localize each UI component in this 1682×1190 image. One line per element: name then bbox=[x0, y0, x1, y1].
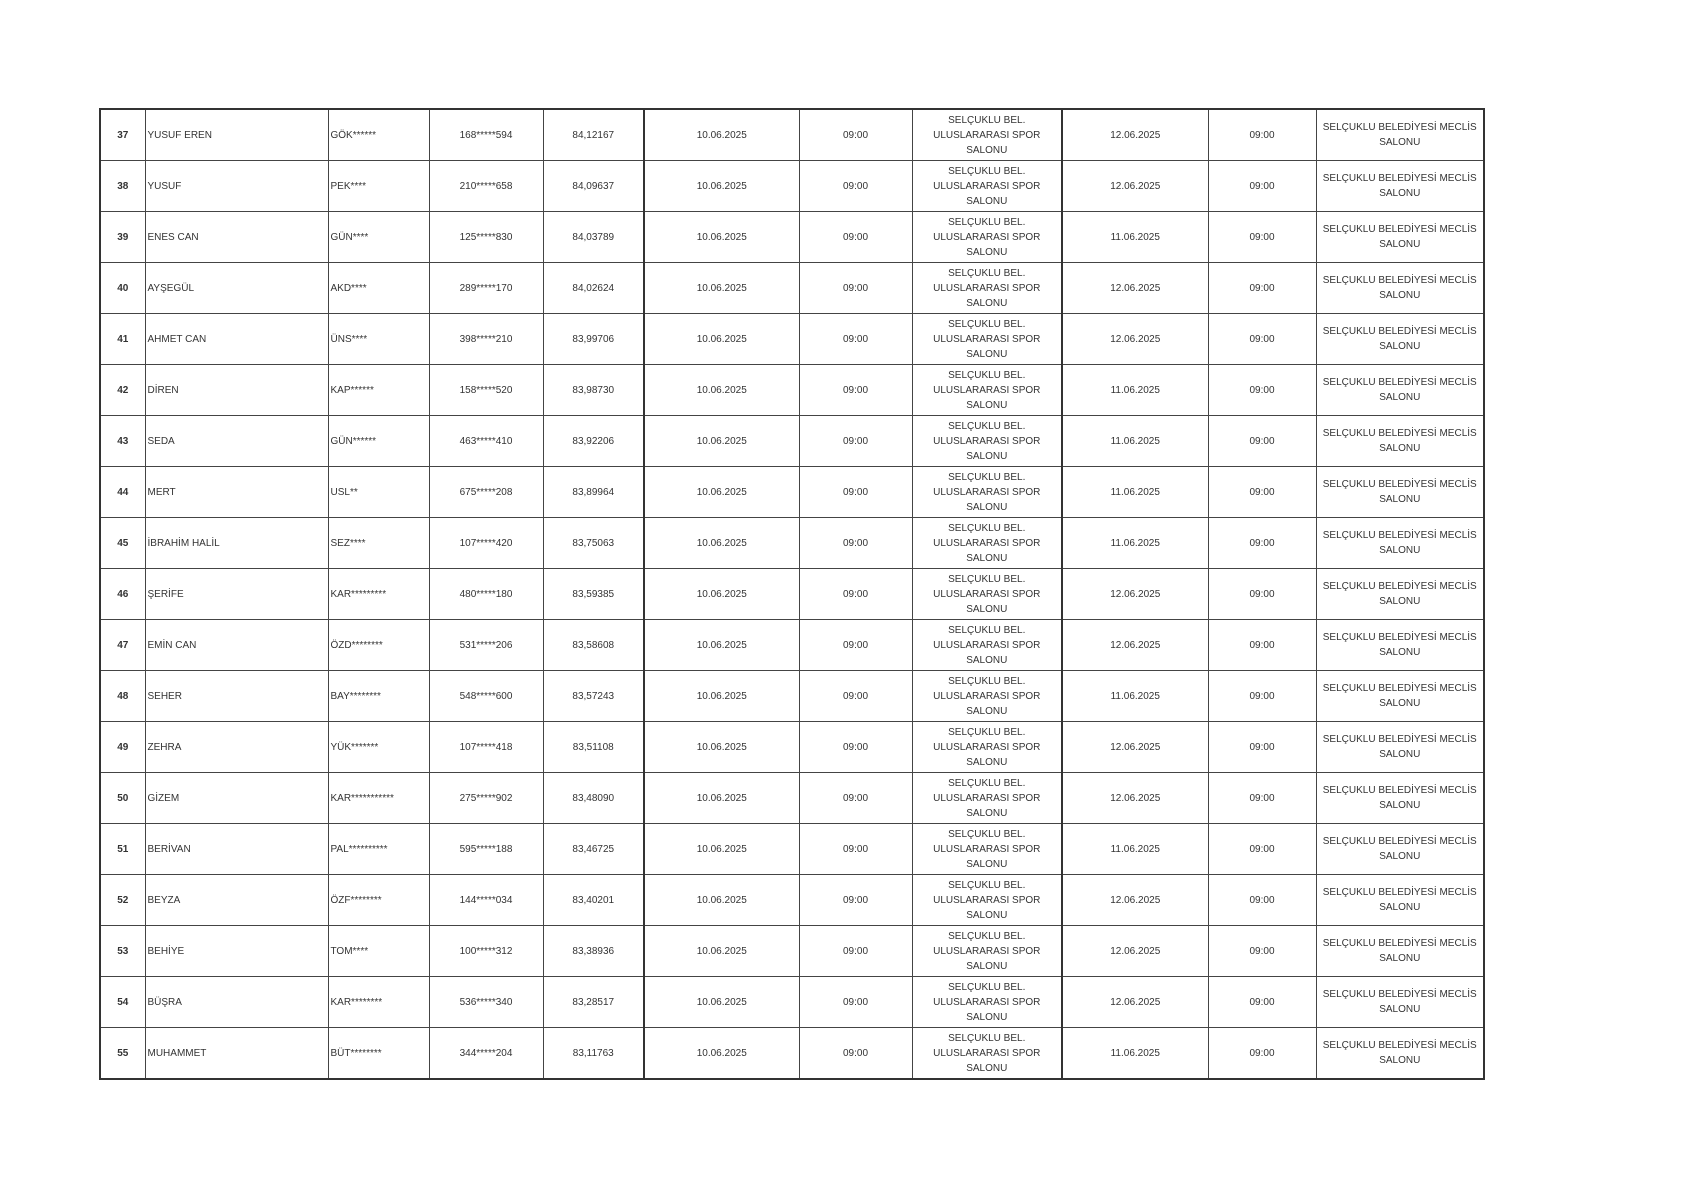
table-row bbox=[100, 926, 1484, 977]
exam-venue-cell: SELÇUKLU BEL. ULUSLARARASI SPOR SALONU bbox=[912, 212, 1062, 263]
exam-date-cell: 10.06.2025 bbox=[644, 773, 799, 824]
id-number-cell: 168*****594 bbox=[429, 109, 543, 161]
interview-venue-cell: SELÇUKLU BELEDİYESİ MECLİS SALONU bbox=[1316, 1028, 1484, 1080]
id-number-cell: 107*****418 bbox=[429, 722, 543, 773]
row-number-cell: 44 bbox=[100, 467, 145, 518]
row-number-cell: 49 bbox=[100, 722, 145, 773]
interview-date-cell: 12.06.2025 bbox=[1062, 109, 1208, 161]
score-cell: 83,40201 bbox=[543, 875, 644, 926]
first-name-cell: SEHER bbox=[145, 671, 328, 722]
score-cell: 83,28517 bbox=[543, 977, 644, 1028]
exam-venue-cell: SELÇUKLU BEL. ULUSLARARASI SPOR SALONU bbox=[912, 1028, 1062, 1080]
surname-cell: PAL********** bbox=[328, 824, 429, 875]
row-number-cell: 46 bbox=[100, 569, 145, 620]
interview-time-cell: 09:00 bbox=[1208, 620, 1316, 671]
id-number-cell: 144*****034 bbox=[429, 875, 543, 926]
row-number-cell: 48 bbox=[100, 671, 145, 722]
exam-time-cell: 09:00 bbox=[799, 518, 912, 569]
table-row bbox=[100, 109, 1484, 161]
interview-venue-cell: SELÇUKLU BELEDİYESİ MECLİS SALONU bbox=[1316, 161, 1484, 212]
interview-time-cell: 09:00 bbox=[1208, 773, 1316, 824]
table-row bbox=[100, 314, 1484, 365]
interview-date-cell: 12.06.2025 bbox=[1062, 773, 1208, 824]
interview-date-cell: 12.06.2025 bbox=[1062, 722, 1208, 773]
interview-time-cell: 09:00 bbox=[1208, 671, 1316, 722]
exam-venue-cell: SELÇUKLU BEL. ULUSLARARASI SPOR SALONU bbox=[912, 875, 1062, 926]
interview-time-cell: 09:00 bbox=[1208, 722, 1316, 773]
first-name-cell: YUSUF EREN bbox=[145, 109, 328, 161]
first-name-cell: MERT bbox=[145, 467, 328, 518]
exam-venue-cell: SELÇUKLU BEL. ULUSLARARASI SPOR SALONU bbox=[912, 671, 1062, 722]
row-number-cell: 45 bbox=[100, 518, 145, 569]
exam-date-cell: 10.06.2025 bbox=[644, 161, 799, 212]
first-name-cell: BEYZA bbox=[145, 875, 328, 926]
exam-date-cell: 10.06.2025 bbox=[644, 875, 799, 926]
exam-venue-cell: SELÇUKLU BEL. ULUSLARARASI SPOR SALONU bbox=[912, 314, 1062, 365]
interview-date-cell: 12.06.2025 bbox=[1062, 161, 1208, 212]
id-number-cell: 548*****600 bbox=[429, 671, 543, 722]
id-number-cell: 107*****420 bbox=[429, 518, 543, 569]
score-cell: 83,58608 bbox=[543, 620, 644, 671]
table-row bbox=[100, 824, 1484, 875]
id-number-cell: 463*****410 bbox=[429, 416, 543, 467]
exam-date-cell: 10.06.2025 bbox=[644, 518, 799, 569]
interview-venue-cell: SELÇUKLU BELEDİYESİ MECLİS SALONU bbox=[1316, 671, 1484, 722]
exam-time-cell: 09:00 bbox=[799, 620, 912, 671]
interview-venue-cell: SELÇUKLU BELEDİYESİ MECLİS SALONU bbox=[1316, 773, 1484, 824]
row-number-cell: 37 bbox=[100, 109, 145, 161]
exam-venue-cell: SELÇUKLU BEL. ULUSLARARASI SPOR SALONU bbox=[912, 722, 1062, 773]
interview-venue-cell: SELÇUKLU BELEDİYESİ MECLİS SALONU bbox=[1316, 875, 1484, 926]
interview-venue-cell: SELÇUKLU BELEDİYESİ MECLİS SALONU bbox=[1316, 977, 1484, 1028]
interview-date-cell: 12.06.2025 bbox=[1062, 569, 1208, 620]
score-cell: 83,59385 bbox=[543, 569, 644, 620]
table-row bbox=[100, 722, 1484, 773]
id-number-cell: 125*****830 bbox=[429, 212, 543, 263]
first-name-cell: ŞERİFE bbox=[145, 569, 328, 620]
interview-date-cell: 11.06.2025 bbox=[1062, 824, 1208, 875]
surname-cell: KAR*********** bbox=[328, 773, 429, 824]
interview-venue-cell: SELÇUKLU BELEDİYESİ MECLİS SALONU bbox=[1316, 926, 1484, 977]
exam-date-cell: 10.06.2025 bbox=[644, 263, 799, 314]
table-row bbox=[100, 620, 1484, 671]
interview-time-cell: 09:00 bbox=[1208, 212, 1316, 263]
score-cell: 83,92206 bbox=[543, 416, 644, 467]
interview-venue-cell: SELÇUKLU BELEDİYESİ MECLİS SALONU bbox=[1316, 314, 1484, 365]
first-name-cell: İBRAHİM HALİL bbox=[145, 518, 328, 569]
exam-venue-cell: SELÇUKLU BEL. ULUSLARARASI SPOR SALONU bbox=[912, 109, 1062, 161]
exam-venue-cell: SELÇUKLU BEL. ULUSLARARASI SPOR SALONU bbox=[912, 977, 1062, 1028]
score-cell: 83,46725 bbox=[543, 824, 644, 875]
row-number-cell: 38 bbox=[100, 161, 145, 212]
surname-cell: GÜN****** bbox=[328, 416, 429, 467]
exam-time-cell: 09:00 bbox=[799, 722, 912, 773]
interview-date-cell: 11.06.2025 bbox=[1062, 365, 1208, 416]
surname-cell: PEK**** bbox=[328, 161, 429, 212]
id-number-cell: 210*****658 bbox=[429, 161, 543, 212]
interview-time-cell: 09:00 bbox=[1208, 518, 1316, 569]
interview-date-cell: 11.06.2025 bbox=[1062, 518, 1208, 569]
id-number-cell: 275*****902 bbox=[429, 773, 543, 824]
id-number-cell: 289*****170 bbox=[429, 263, 543, 314]
interview-time-cell: 09:00 bbox=[1208, 416, 1316, 467]
first-name-cell: BEHİYE bbox=[145, 926, 328, 977]
interview-time-cell: 09:00 bbox=[1208, 161, 1316, 212]
interview-time-cell: 09:00 bbox=[1208, 1028, 1316, 1080]
surname-cell: BÜT******** bbox=[328, 1028, 429, 1080]
first-name-cell: SEDA bbox=[145, 416, 328, 467]
score-cell: 83,75063 bbox=[543, 518, 644, 569]
surname-cell: ÖZF******** bbox=[328, 875, 429, 926]
exam-date-cell: 10.06.2025 bbox=[644, 671, 799, 722]
exam-time-cell: 09:00 bbox=[799, 1028, 912, 1080]
first-name-cell: GİZEM bbox=[145, 773, 328, 824]
interview-venue-cell: SELÇUKLU BELEDİYESİ MECLİS SALONU bbox=[1316, 518, 1484, 569]
score-cell: 84,09637 bbox=[543, 161, 644, 212]
first-name-cell: BÜŞRA bbox=[145, 977, 328, 1028]
exam-time-cell: 09:00 bbox=[799, 824, 912, 875]
interview-time-cell: 09:00 bbox=[1208, 365, 1316, 416]
interview-date-cell: 12.06.2025 bbox=[1062, 977, 1208, 1028]
table-row bbox=[100, 569, 1484, 620]
exam-time-cell: 09:00 bbox=[799, 263, 912, 314]
id-number-cell: 480*****180 bbox=[429, 569, 543, 620]
table-row bbox=[100, 875, 1484, 926]
interview-venue-cell: SELÇUKLU BELEDİYESİ MECLİS SALONU bbox=[1316, 824, 1484, 875]
exam-time-cell: 09:00 bbox=[799, 161, 912, 212]
score-cell: 83,98730 bbox=[543, 365, 644, 416]
interview-venue-cell: SELÇUKLU BELEDİYESİ MECLİS SALONU bbox=[1316, 620, 1484, 671]
surname-cell: ÖZD******** bbox=[328, 620, 429, 671]
interview-time-cell: 09:00 bbox=[1208, 569, 1316, 620]
exam-time-cell: 09:00 bbox=[799, 212, 912, 263]
id-number-cell: 531*****206 bbox=[429, 620, 543, 671]
exam-date-cell: 10.06.2025 bbox=[644, 467, 799, 518]
row-number-cell: 50 bbox=[100, 773, 145, 824]
row-number-cell: 41 bbox=[100, 314, 145, 365]
results-table bbox=[99, 108, 1485, 1080]
score-cell: 83,57243 bbox=[543, 671, 644, 722]
score-cell: 83,99706 bbox=[543, 314, 644, 365]
interview-time-cell: 09:00 bbox=[1208, 314, 1316, 365]
id-number-cell: 344*****204 bbox=[429, 1028, 543, 1080]
surname-cell: YÜK******* bbox=[328, 722, 429, 773]
exam-date-cell: 10.06.2025 bbox=[644, 977, 799, 1028]
interview-date-cell: 11.06.2025 bbox=[1062, 416, 1208, 467]
interview-venue-cell: SELÇUKLU BELEDİYESİ MECLİS SALONU bbox=[1316, 212, 1484, 263]
exam-venue-cell: SELÇUKLU BEL. ULUSLARARASI SPOR SALONU bbox=[912, 416, 1062, 467]
score-cell: 84,12167 bbox=[543, 109, 644, 161]
exam-time-cell: 09:00 bbox=[799, 467, 912, 518]
exam-date-cell: 10.06.2025 bbox=[644, 1028, 799, 1080]
exam-date-cell: 10.06.2025 bbox=[644, 722, 799, 773]
first-name-cell: ENES CAN bbox=[145, 212, 328, 263]
interview-date-cell: 12.06.2025 bbox=[1062, 314, 1208, 365]
surname-cell: KAR********* bbox=[328, 569, 429, 620]
row-number-cell: 40 bbox=[100, 263, 145, 314]
surname-cell: AKD**** bbox=[328, 263, 429, 314]
id-number-cell: 158*****520 bbox=[429, 365, 543, 416]
exam-date-cell: 10.06.2025 bbox=[644, 926, 799, 977]
interview-time-cell: 09:00 bbox=[1208, 263, 1316, 314]
exam-date-cell: 10.06.2025 bbox=[644, 569, 799, 620]
exam-time-cell: 09:00 bbox=[799, 671, 912, 722]
exam-venue-cell: SELÇUKLU BEL. ULUSLARARASI SPOR SALONU bbox=[912, 365, 1062, 416]
interview-venue-cell: SELÇUKLU BELEDİYESİ MECLİS SALONU bbox=[1316, 722, 1484, 773]
surname-cell: KAP****** bbox=[328, 365, 429, 416]
interview-time-cell: 09:00 bbox=[1208, 109, 1316, 161]
table-row bbox=[100, 161, 1484, 212]
exam-date-cell: 10.06.2025 bbox=[644, 365, 799, 416]
exam-time-cell: 09:00 bbox=[799, 773, 912, 824]
exam-venue-cell: SELÇUKLU BEL. ULUSLARARASI SPOR SALONU bbox=[912, 263, 1062, 314]
exam-time-cell: 09:00 bbox=[799, 416, 912, 467]
interview-venue-cell: SELÇUKLU BELEDİYESİ MECLİS SALONU bbox=[1316, 467, 1484, 518]
table-row bbox=[100, 977, 1484, 1028]
surname-cell: KAR******** bbox=[328, 977, 429, 1028]
exam-time-cell: 09:00 bbox=[799, 875, 912, 926]
interview-time-cell: 09:00 bbox=[1208, 824, 1316, 875]
surname-cell: USL** bbox=[328, 467, 429, 518]
interview-date-cell: 12.06.2025 bbox=[1062, 875, 1208, 926]
table-row bbox=[100, 365, 1484, 416]
interview-date-cell: 11.06.2025 bbox=[1062, 1028, 1208, 1080]
table-row bbox=[100, 773, 1484, 824]
row-number-cell: 52 bbox=[100, 875, 145, 926]
exam-date-cell: 10.06.2025 bbox=[644, 314, 799, 365]
exam-time-cell: 09:00 bbox=[799, 314, 912, 365]
score-cell: 83,48090 bbox=[543, 773, 644, 824]
surname-cell: BAY******** bbox=[328, 671, 429, 722]
surname-cell: GÜN**** bbox=[328, 212, 429, 263]
surname-cell: ÜNS**** bbox=[328, 314, 429, 365]
interview-date-cell: 12.06.2025 bbox=[1062, 263, 1208, 314]
row-number-cell: 54 bbox=[100, 977, 145, 1028]
exam-time-cell: 09:00 bbox=[799, 109, 912, 161]
id-number-cell: 398*****210 bbox=[429, 314, 543, 365]
surname-cell: TOM**** bbox=[328, 926, 429, 977]
first-name-cell: EMİN CAN bbox=[145, 620, 328, 671]
exam-time-cell: 09:00 bbox=[799, 926, 912, 977]
surname-cell: SEZ**** bbox=[328, 518, 429, 569]
first-name-cell: AHMET CAN bbox=[145, 314, 328, 365]
table-row bbox=[100, 263, 1484, 314]
exam-time-cell: 09:00 bbox=[799, 569, 912, 620]
table-row bbox=[100, 467, 1484, 518]
row-number-cell: 55 bbox=[100, 1028, 145, 1080]
first-name-cell: YUSUF bbox=[145, 161, 328, 212]
exam-venue-cell: SELÇUKLU BEL. ULUSLARARASI SPOR SALONU bbox=[912, 518, 1062, 569]
exam-venue-cell: SELÇUKLU BEL. ULUSLARARASI SPOR SALONU bbox=[912, 824, 1062, 875]
interview-date-cell: 11.06.2025 bbox=[1062, 212, 1208, 263]
exam-date-cell: 10.06.2025 bbox=[644, 109, 799, 161]
row-number-cell: 51 bbox=[100, 824, 145, 875]
table-row bbox=[100, 1028, 1484, 1080]
interview-time-cell: 09:00 bbox=[1208, 875, 1316, 926]
exam-date-cell: 10.06.2025 bbox=[644, 416, 799, 467]
score-cell: 83,11763 bbox=[543, 1028, 644, 1080]
score-cell: 83,51108 bbox=[543, 722, 644, 773]
first-name-cell: MUHAMMET bbox=[145, 1028, 328, 1080]
row-number-cell: 42 bbox=[100, 365, 145, 416]
table-row bbox=[100, 518, 1484, 569]
interview-venue-cell: SELÇUKLU BELEDİYESİ MECLİS SALONU bbox=[1316, 109, 1484, 161]
row-number-cell: 43 bbox=[100, 416, 145, 467]
first-name-cell: AYŞEGÜL bbox=[145, 263, 328, 314]
interview-time-cell: 09:00 bbox=[1208, 926, 1316, 977]
exam-venue-cell: SELÇUKLU BEL. ULUSLARARASI SPOR SALONU bbox=[912, 773, 1062, 824]
exam-venue-cell: SELÇUKLU BEL. ULUSLARARASI SPOR SALONU bbox=[912, 569, 1062, 620]
interview-date-cell: 12.06.2025 bbox=[1062, 926, 1208, 977]
id-number-cell: 675*****208 bbox=[429, 467, 543, 518]
surname-cell: GÖK****** bbox=[328, 109, 429, 161]
row-number-cell: 53 bbox=[100, 926, 145, 977]
exam-date-cell: 10.06.2025 bbox=[644, 824, 799, 875]
first-name-cell: BERİVAN bbox=[145, 824, 328, 875]
table-row bbox=[100, 671, 1484, 722]
exam-venue-cell: SELÇUKLU BEL. ULUSLARARASI SPOR SALONU bbox=[912, 467, 1062, 518]
id-number-cell: 100*****312 bbox=[429, 926, 543, 977]
exam-venue-cell: SELÇUKLU BEL. ULUSLARARASI SPOR SALONU bbox=[912, 161, 1062, 212]
row-number-cell: 39 bbox=[100, 212, 145, 263]
interview-time-cell: 09:00 bbox=[1208, 467, 1316, 518]
exam-time-cell: 09:00 bbox=[799, 977, 912, 1028]
interview-date-cell: 11.06.2025 bbox=[1062, 671, 1208, 722]
exam-date-cell: 10.06.2025 bbox=[644, 620, 799, 671]
exam-venue-cell: SELÇUKLU BEL. ULUSLARARASI SPOR SALONU bbox=[912, 926, 1062, 977]
row-number-cell: 47 bbox=[100, 620, 145, 671]
interview-date-cell: 11.06.2025 bbox=[1062, 467, 1208, 518]
exam-date-cell: 10.06.2025 bbox=[644, 212, 799, 263]
table-row bbox=[100, 212, 1484, 263]
exam-venue-cell: SELÇUKLU BEL. ULUSLARARASI SPOR SALONU bbox=[912, 620, 1062, 671]
score-cell: 84,03789 bbox=[543, 212, 644, 263]
exam-time-cell: 09:00 bbox=[799, 365, 912, 416]
interview-venue-cell: SELÇUKLU BELEDİYESİ MECLİS SALONU bbox=[1316, 569, 1484, 620]
first-name-cell: ZEHRA bbox=[145, 722, 328, 773]
score-cell: 83,89964 bbox=[543, 467, 644, 518]
interview-venue-cell: SELÇUKLU BELEDİYESİ MECLİS SALONU bbox=[1316, 365, 1484, 416]
score-cell: 84,02624 bbox=[543, 263, 644, 314]
interview-time-cell: 09:00 bbox=[1208, 977, 1316, 1028]
table-row bbox=[100, 416, 1484, 467]
first-name-cell: DİREN bbox=[145, 365, 328, 416]
results-table-body bbox=[100, 109, 1484, 1079]
score-cell: 83,38936 bbox=[543, 926, 644, 977]
interview-venue-cell: SELÇUKLU BELEDİYESİ MECLİS SALONU bbox=[1316, 416, 1484, 467]
id-number-cell: 536*****340 bbox=[429, 977, 543, 1028]
interview-venue-cell: SELÇUKLU BELEDİYESİ MECLİS SALONU bbox=[1316, 263, 1484, 314]
id-number-cell: 595*****188 bbox=[429, 824, 543, 875]
interview-date-cell: 12.06.2025 bbox=[1062, 620, 1208, 671]
